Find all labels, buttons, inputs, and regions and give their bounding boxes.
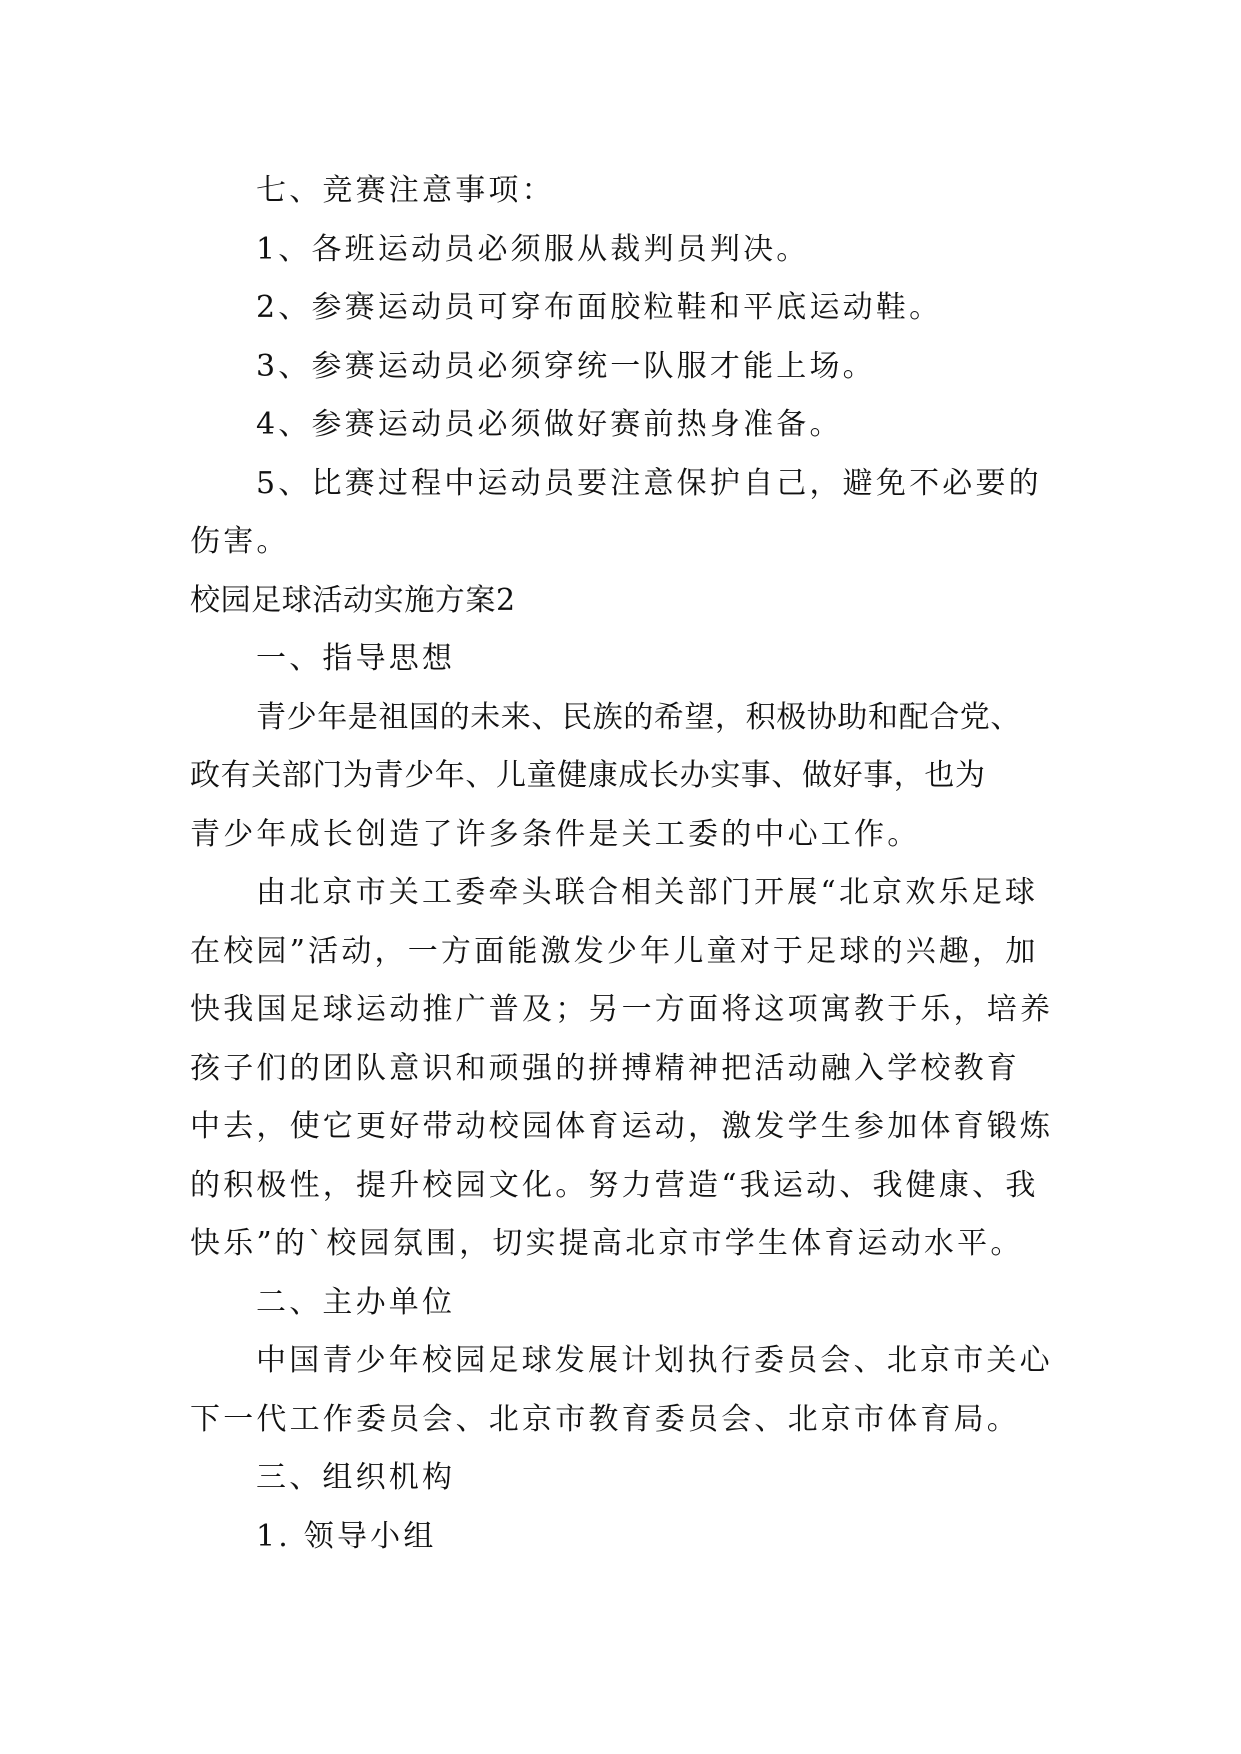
paragraph-line: 孩子们的团队意识和顽强的拼搏精神把活动融入学校教育 xyxy=(190,1050,1020,1086)
paragraph-line: 下一代工作委员会、北京市教育委员会、北京市体育局。 xyxy=(190,1401,1020,1437)
paragraph-line: 青少年成长创造了许多条件是关工委的中心工作。 xyxy=(190,816,921,852)
list-item: 1、各班运动员必须服从裁判员判决。 xyxy=(256,231,810,267)
section-heading-organizers: 二、主办单位 xyxy=(256,1284,456,1320)
list-item: 5、比赛过程中运动员要注意保护自己，避免不必要的 xyxy=(256,465,1042,501)
document-subtitle: 校园足球活动实施方案2 xyxy=(190,582,516,618)
list-item: 4、参赛运动员必须做好赛前热身准备。 xyxy=(256,407,843,442)
list-item-continuation: 伤害。 xyxy=(190,524,290,559)
paragraph-line: 在校园”活动，一方面能激发少年儿童对于足球的兴趣，加 xyxy=(190,933,1039,969)
paragraph-line: 快我国足球运动推广普及；另一方面将这项寓教于乐，培养 xyxy=(190,992,1054,1027)
list-item: 2、参赛运动员可穿布面胶粒鞋和平底运动鞋。 xyxy=(256,290,943,325)
paragraph-line: 快乐”的`校园氛围，切实提高北京市学生体育运动水平。 xyxy=(190,1226,1024,1261)
paragraph-line: 中去，使它更好带动校园体育运动，激发学生参加体育锻炼 xyxy=(190,1109,1054,1144)
section-heading-organization: 三、组织机构 xyxy=(256,1460,456,1495)
section-heading-guiding-ideology: 一、指导思想 xyxy=(256,641,456,676)
subsection-heading-leadership-group: 1. 领导小组 xyxy=(256,1518,437,1554)
paragraph-line: 青少年是祖国的未来、民族的希望，积极协助和配合党、 xyxy=(256,699,1021,735)
list-item: 3、参赛运动员必须穿统一队服才能上场。 xyxy=(256,348,876,384)
paragraph-line: 中国青少年校园足球发展计划执行委员会、北京市关心 xyxy=(256,1343,1053,1378)
paragraph-line: 的积极性，提升校园文化。努力营造“我运动、我健康、我 xyxy=(190,1167,1039,1203)
section-heading-competition-notes: 七、竞赛注意事项： xyxy=(256,173,555,208)
paragraph-line: 政有关部门为青少年、儿童健康成长办实事、做好事，也为 xyxy=(190,758,986,793)
document-body xyxy=(190,162,1052,1566)
paragraph-line: 由北京市关工委牵头联合相关部门开展“北京欢乐足球 xyxy=(256,875,1039,910)
